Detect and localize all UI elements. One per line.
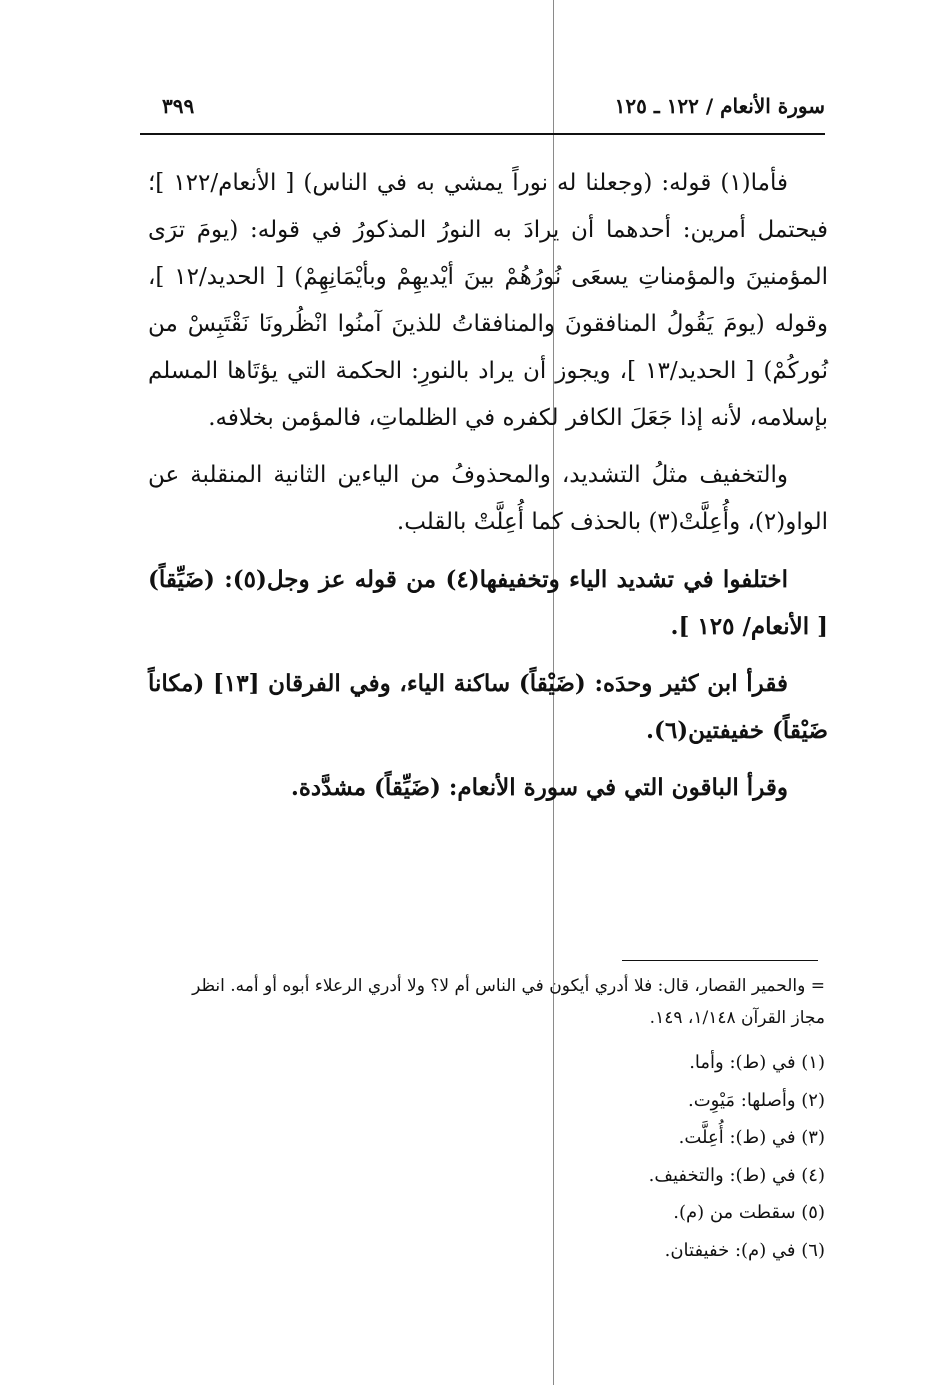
header-rule	[140, 133, 825, 135]
footnotes	[160, 970, 825, 1269]
paragraph-bold: وقرأ الباقون التي في سورة الأنعام: (ضَيِّقاً) مشدَّدة.	[290, 774, 788, 801]
page-number: ٣٩٩	[162, 94, 195, 118]
footnote-separator	[622, 960, 818, 961]
paragraph-bold: اختلفوا في تشديد الياء وتخفيفها(٤) من قوله عز وجل(٥): (ضَيِّقاً) [ الأنعام/ ١٢٥ ].	[148, 566, 828, 640]
footnote-continued: = والحمير القصار، قال: فلا أدري أيكون في الناس أم لا؟ ولا أدري الرعلاء أبوه أو أمه. انظر مجاز القرآن ١/١٤٨، ١٤٩.	[192, 976, 825, 1028]
paragraph: والتخفيف مثلُ التشديد، والمحذوفُ من الياءين الثانية المنقلبة عن الواو(٢)، وأُعِلَّتْ(٣) بالحذف كما أُعِلَّتْ بالقلب.	[148, 462, 828, 535]
footnote-list	[160, 1044, 825, 1269]
paragraph: فأما(١) قوله: (وجعلنا له نوراً يمشي به في الناس) [ الأنعام/١٢٢ ]؛ فيحتمل أمرين: أحدهما أن يرادَ به النورُ المذكورُ في قوله: (يومَ ترَى المؤمنينَ والمؤمناتِ يسعَى نُورُهُمْ بينَ أيْديهِمْ وبأيْمَانِهِمْ) [ الحديد/١٢ ]، وقوله (يومَ يَقُولُ المنافقونَ والمنافقاتُ للذينَ آمنُوا انْظُرونَا نَقْتَبِسْ من نُوركُمْ) [ الحديد/١٣ ]، ويجوز أن يراد بالنورِ: الحكمة التي يؤتَاها المسلم بإسلامه، لأنه إذا جَعَلَ الكافر لكفره في الظلماتِ، فالمؤمن بخلافه.	[148, 170, 828, 431]
footnote-item: (٥) سقطت من (م).	[673, 1202, 825, 1223]
main-text	[148, 160, 828, 821]
footnote-item: (٢) وأصلها: مَيْوِت.	[688, 1089, 825, 1111]
footnote-item: (٦) في (م): خفيفتان.	[664, 1239, 825, 1261]
page-header	[140, 92, 825, 128]
footnote-item: (٣) في (ط): أُعِلَّت.	[678, 1127, 825, 1148]
footnote-item: (٤) في (ط): والتخفيف.	[648, 1164, 825, 1186]
paragraph-bold: فقرأ ابن كثير وحدَه: (ضَيْقاً) ساكنة الياء، وفي الفرقان [١٣] (مكاناً ضَيْقاً) خفيفتين(٦).	[148, 670, 828, 744]
running-header-title: سورة الأنعام / ١٢٢ ـ ١٢٥	[614, 94, 825, 118]
footnote-item: (١) في (ط): وأما.	[689, 1052, 825, 1073]
